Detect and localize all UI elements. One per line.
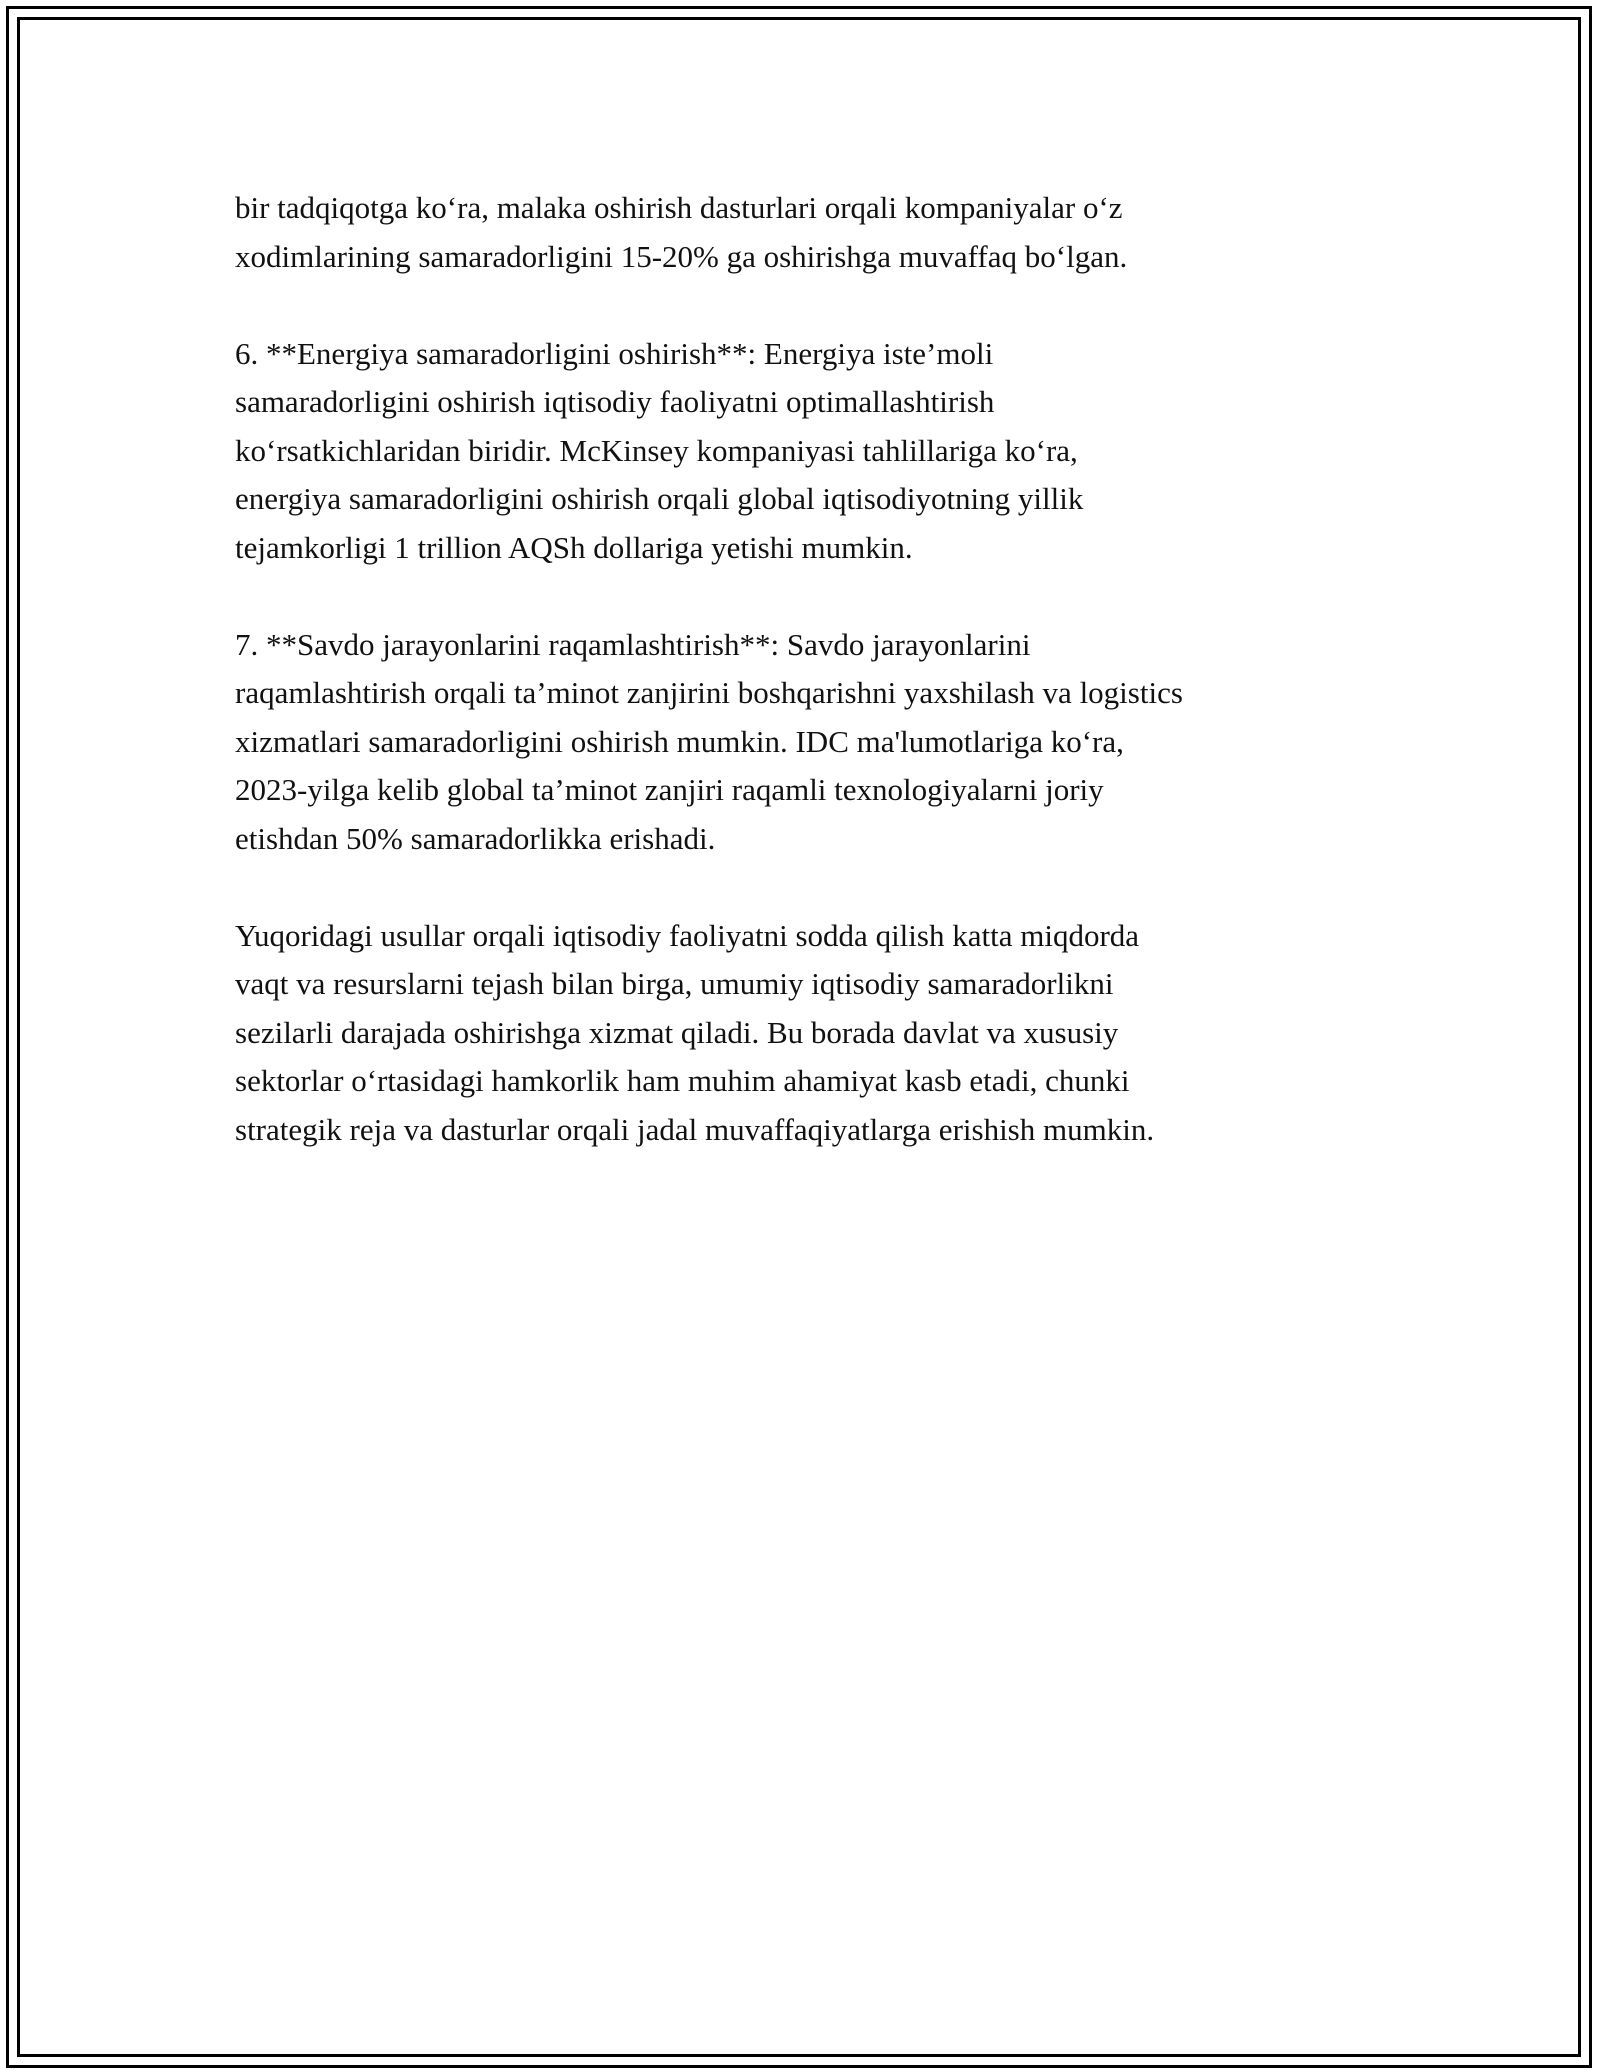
- text-line: 2023-yilga kelib global ta’minot zanjiri raqamli texnologiyalarni joriy: [235, 772, 1104, 807]
- text-line: Yuqoridagi usullar orqali iqtisodiy faoliyatni sodda qilish katta miqdorda: [235, 917, 1140, 953]
- text-line: xodimlarining samaradorligini 15-20% ga oshirishga muvaffaq bo‘lgan.: [235, 238, 1128, 274]
- paragraph-conclusion: [235, 912, 1385, 1155]
- text-line: raqamlashtirish orqali ta’minot zanjirini boshqarishni yaxshilash va logistics: [235, 675, 1183, 710]
- paragraph-item-6: [235, 330, 1385, 573]
- document-body: [235, 184, 1385, 1203]
- text-line: etishdan 50% samaradorlikka erishadi.: [235, 820, 716, 856]
- text-line: bir tadqiqotga ko‘ra, malaka oshirish dasturlari orqali kompaniyalar o‘z: [235, 190, 1123, 225]
- text-line: vaqt va resurslarni tejash bilan birga, umumiy iqtisodiy samaradorlikni: [235, 966, 1114, 1001]
- text-line: xizmatlari samaradorligini oshirish mumkin. IDC ma'lumotlariga ko‘ra,: [235, 723, 1124, 759]
- paragraph-item-7: [235, 621, 1385, 864]
- text-line: 6. **Energiya samaradorligini oshirish**: Energiya iste’moli: [235, 335, 994, 371]
- text-line: strategik reja va dasturlar orqali jadal muvaffaqiyatlarga erishish mumkin.: [235, 1111, 1155, 1147]
- text-line: sezilarli darajada oshirishga xizmat qiladi. Bu borada davlat va xususiy: [235, 1014, 1119, 1050]
- text-line: samaradorligini oshirish iqtisodiy faoliyatni optimallashtirish: [235, 384, 995, 419]
- text-line: tejamkorligi 1 trillion AQSh dollariga yetishi mumkin.: [235, 529, 913, 565]
- text-line: ko‘rsatkichlaridan biridir. McKinsey kompaniyasi tahlillariga ko‘ra,: [235, 432, 1078, 468]
- text-line: energiya samaradorligini oshirish orqali global iqtisodiyotning yillik: [235, 481, 1084, 516]
- paragraph-intro-continuation: [235, 184, 1385, 281]
- text-line: 7. **Savdo jarayonlarini raqamlashtirish**: Savdo jarayonlarini: [235, 626, 1031, 662]
- text-line: sektorlar o‘rtasidagi hamkorlik ham muhim ahamiyat kasb etadi, chunki: [235, 1063, 1130, 1098]
